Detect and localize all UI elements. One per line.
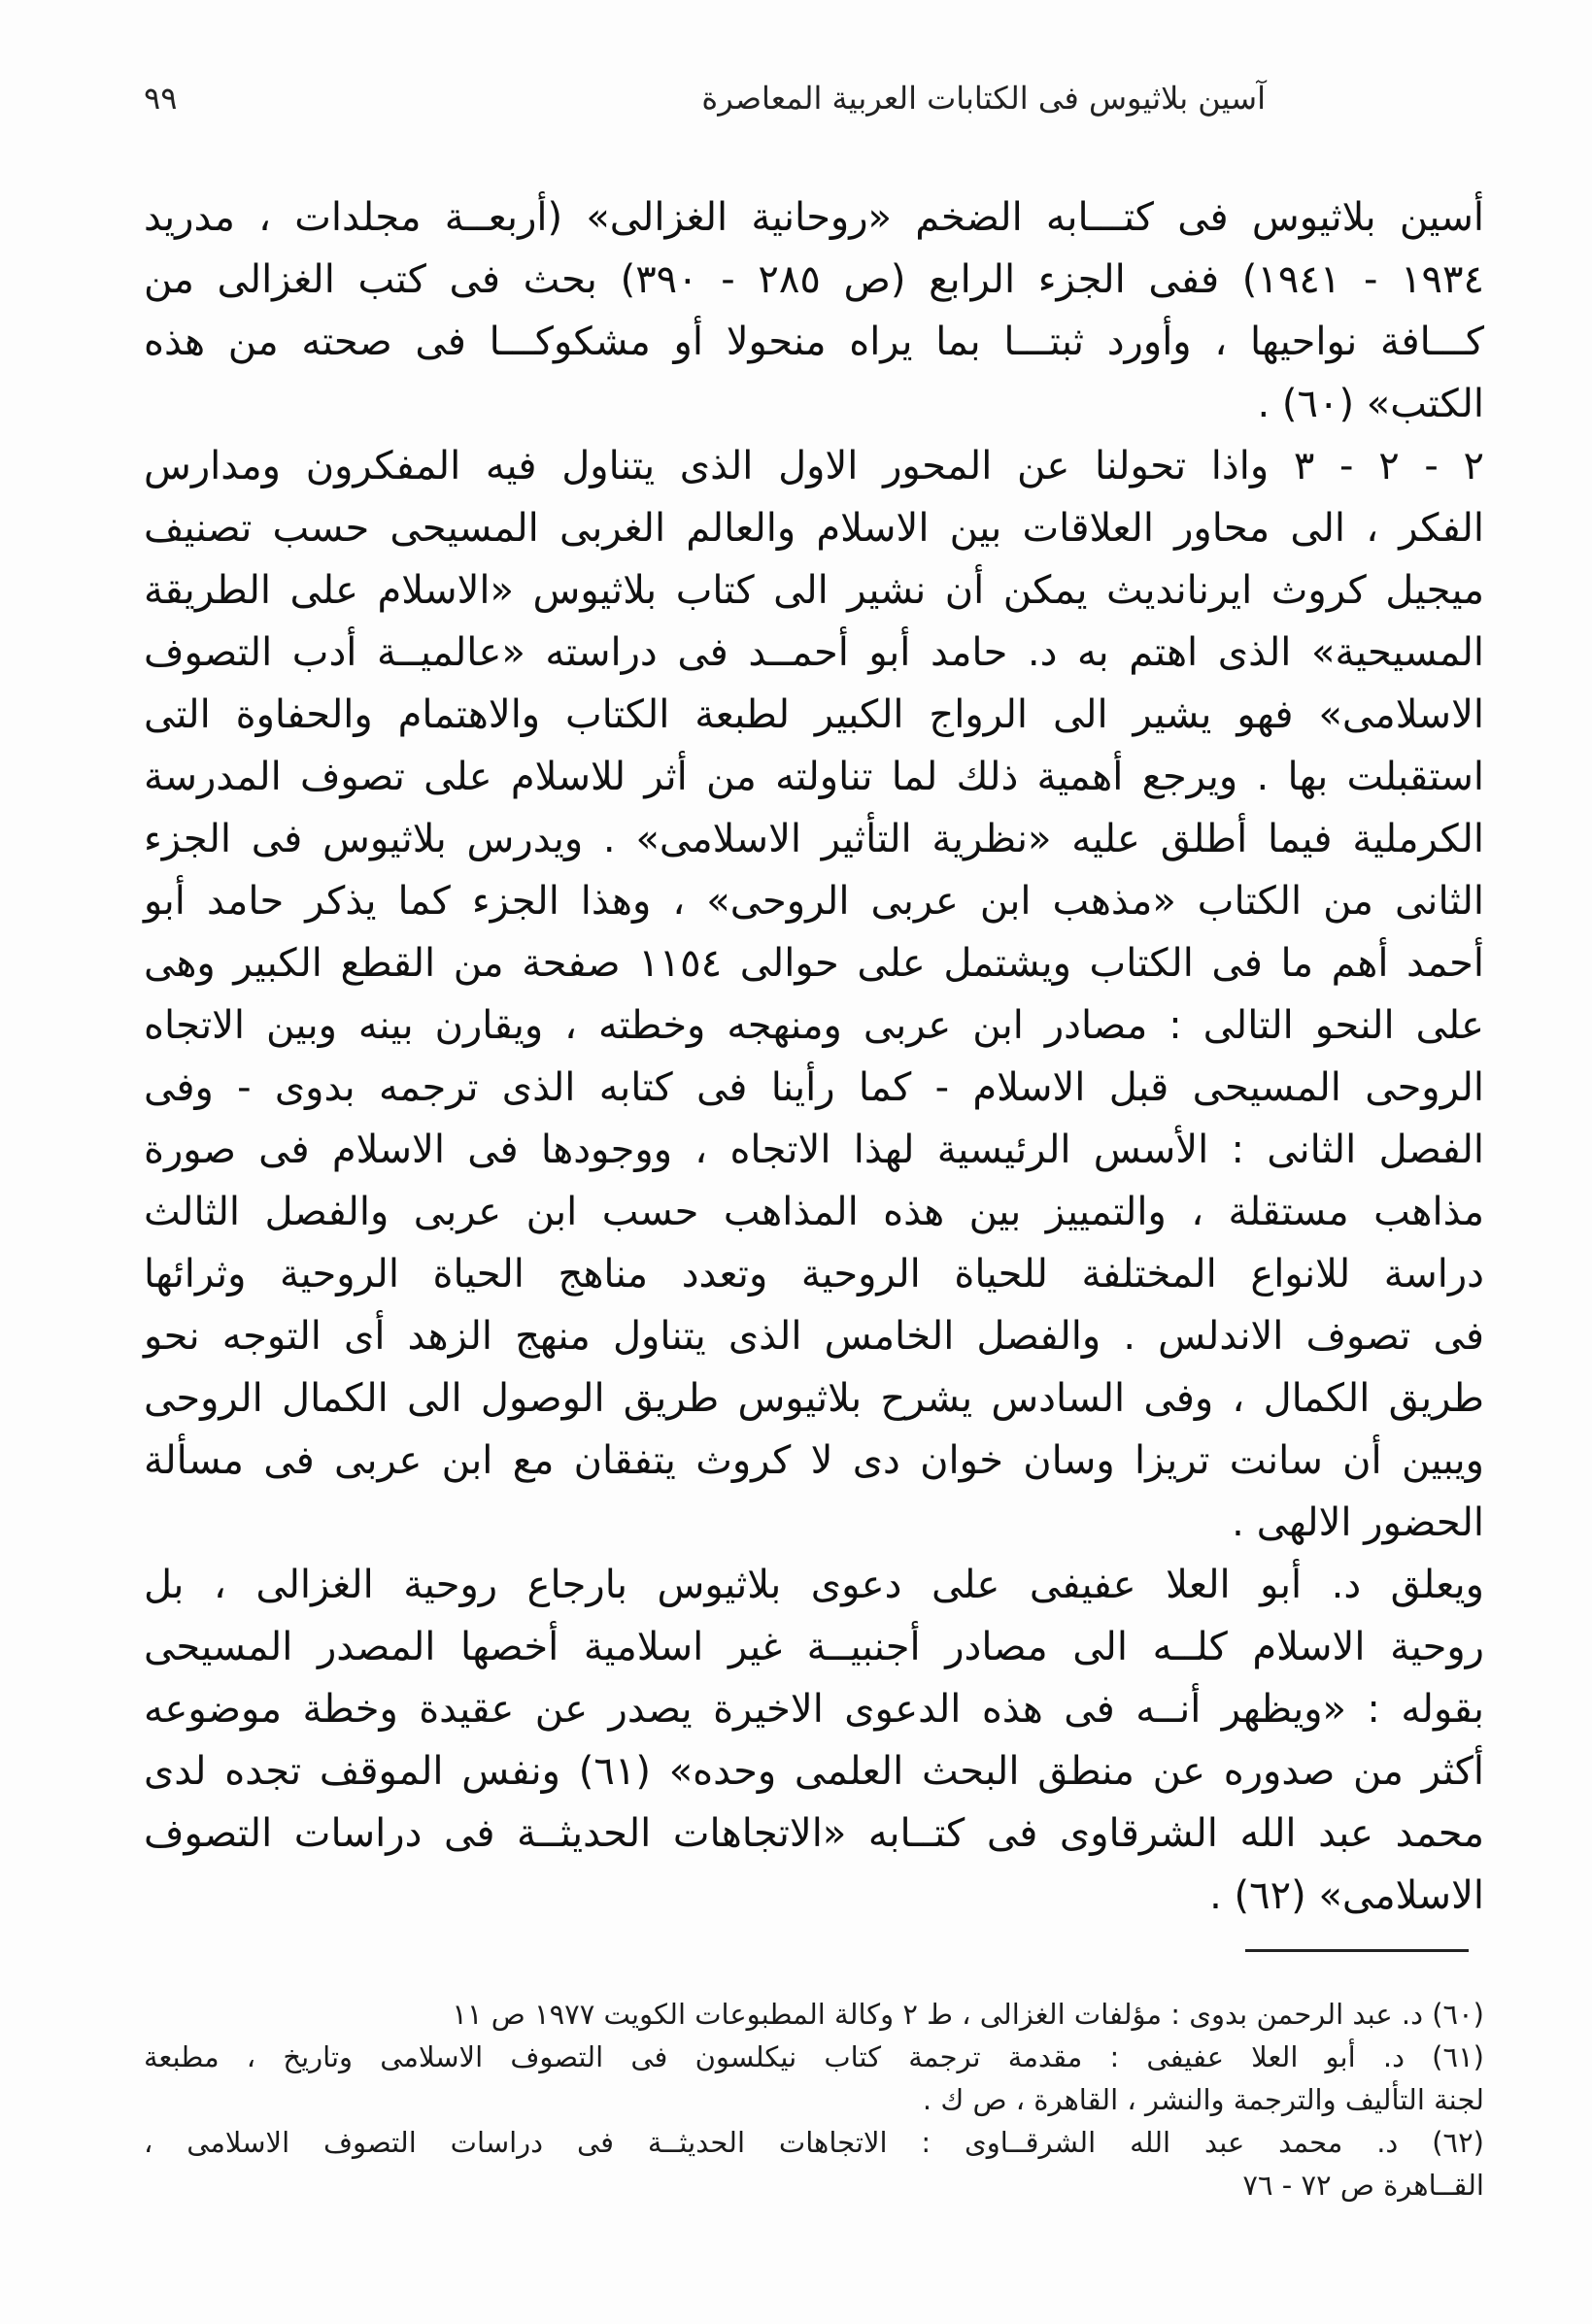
page-number: ٩٩ [144, 80, 178, 117]
text-line: طريق الكمال ، وفى السادس يشرح بلاثيوس طريق الوصول الى الكمال الروحى [144, 1376, 1484, 1421]
footnote-61: (٦١) د. أبو العلا عفيفى : مقدمة ترجمة كتاب نيكلسون فى التصوف الاسلامى وتاريخ ، مطبعة [144, 2040, 1484, 2073]
page-header [144, 80, 1445, 138]
text-line: مذاهب مستقلة ، والتمييز بين هذه المذاهب حسب ابن عربى والفصل الثالث [144, 1190, 1484, 1234]
paragraph-2 [144, 435, 1484, 1554]
text-line: الكتب» (٦٠) . [1257, 382, 1484, 426]
text-line: الاسلامى» فهو يشير الى الرواج الكبير لطبعة الكتاب والاهتمام والحفاوة التى [144, 692, 1484, 737]
text-line: محمد عبد الله الشرقاوى فى كتــابه «الاتجاهات الحديثــة فى دراسات التصوف [144, 1811, 1484, 1856]
paragraph-3 [144, 1554, 1484, 1927]
text-line: أحمد أهم ما فى الكتاب ويشتمل على حوالى ١١٥٤ صفحة من القطع الكبير وهى [144, 941, 1484, 986]
text-line: استقبلت بها . ويرجع أهمية ذلك لما تناولته من أثر للاسلام على تصوف المدرسة [144, 755, 1484, 799]
text-line: أسين بلاثيوس فى كتـــابه الضخم «روحانية الغزالى» (أربعــة مجلدات ، مدريد [144, 195, 1484, 240]
footnote-60: (٦٠) د. عبد الرحمن بدوى : مؤلفات الغزالى ، ط ٢ وكالة المطبوعات الكويت ١٩٧٧ ص ١١ [452, 1998, 1484, 2031]
text-line: المسيحية» الذى اهتم به د. حامد أبو أحمــد فى دراسته «عالميــة أدب التصوف [144, 630, 1484, 675]
text-line: الثانى من الكتاب «مذهب ابن عربى الروحى» ، وهذا الجزء كما يذكر حامد أبو [144, 879, 1484, 924]
text-line: ويبين أن سانت تريزا وسان خوان دى لا كروث يتفقان مع ابن عربى فى مسألة [144, 1438, 1484, 1483]
text-line: أكثر من صدوره عن منطق البحث العلمى وحده» (٦١) ونفس الموقف تجده لدى [144, 1749, 1484, 1794]
text-line: ويعلق د. أبو العلا عفيفى على دعوى بلاثيوس بارجاع روحية الغزالى ، بل [144, 1563, 1484, 1607]
text-line: الفكر ، الى محاور العلاقات بين الاسلام والعالم الغربى المسيحى حسب تصنيف [144, 506, 1484, 551]
footnote-divider [1245, 1949, 1469, 1952]
footnote-61-continued: لجنة التأليف والترجمة والنشر ، القاهرة ، ص ك . [922, 2083, 1484, 2116]
text-line: على النحو التالى : مصادر ابن عربى ومنهجه وخطته ، ويقارن بينه وبين الاتجاه [144, 1003, 1484, 1048]
text-line: فى تصوف الاندلس . والفصل الخامس الذى يتناول منهج الزهد أى التوجه نحو [144, 1314, 1484, 1359]
text-line: ميجيل كروث ايرناندیث يمكن أن نشير الى كتاب بلاثيوس «الاسلام على الطريقة [144, 568, 1484, 613]
text-line: الفصل الثانى : الأسس الرئيسية لهذا الاتجاه ، ووجودها فى الاسلام فى صورة [144, 1128, 1484, 1172]
text-line: ٢ - ٢ - ٣ واذا تحولنا عن المحور الاول الذى يتناول فيه المفكرون ومدارس [144, 444, 1484, 488]
text-line: الروحى المسيحى قبل الاسلام - كما رأينا فى كتابه الذى ترجمه بدوى - وفى [144, 1065, 1484, 1110]
text-line: الحضور الالهى . [1232, 1500, 1484, 1545]
footnotes [144, 1993, 1484, 2206]
text-line: كـــافة نواحيها ، وأورد ثبتـــا بما يراه منحولا أو مشكوكـــا فى صحته من هذه [144, 320, 1484, 364]
text-line: دراسة للانواع المختلفة للحياة الروحية وتعدد مناهج الحياة الروحية وثرائها [144, 1252, 1484, 1297]
paragraph-1 [144, 186, 1484, 435]
text-line: روحية الاسلام كلــه الى مصادر أجنبيــة غير اسلامية أخصها المصدر المسيحى [144, 1625, 1484, 1669]
body-text [144, 186, 1484, 1927]
footnote-62: (٦٢) د. محمد عبد الله الشرقــاوى : الاتجاهات الحديثــة فى دراسات التصوف الاسلامى ، [144, 2126, 1484, 2159]
text-line: ١٩٣٤ - ١٩٤١) ففى الجزء الرابع (ص ٢٨٥ - ٣٩٠) بحث فى كتب الغزالى من [144, 257, 1484, 302]
footnote-62-continued: القــاهرة ص ٧٢ - ٧٦ [1242, 2169, 1484, 2202]
text-line: الاسلامى» (٦٢) . [1209, 1873, 1484, 1918]
text-line: الكرملية فيما أطلق عليه «نظرية التأثير الاسلامى» . ويدرس بلاثيوس فى الجزء [144, 817, 1484, 861]
running-title: آسين بلاثيوس فى الكتابات العربية المعاصرة [701, 80, 1266, 117]
text-line: بقوله : «ويظهر أنــه فى هذه الدعوى الاخيرة يصدر عن عقيدة وخطة موضوعه [144, 1687, 1484, 1732]
